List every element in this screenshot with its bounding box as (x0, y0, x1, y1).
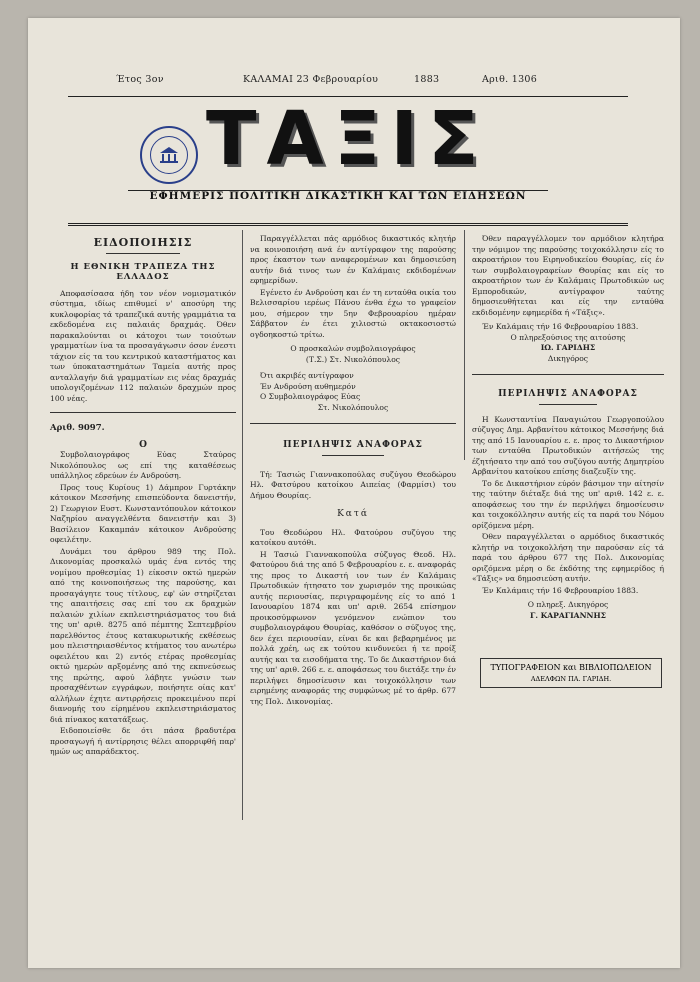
copy-line-2: Έν Ανδρούση αυθημερόν (260, 381, 356, 391)
notary-signature-name: (Τ.Σ.) Στ. Νικολόπουλος (305, 354, 401, 364)
printer-line-1: ΤΥΠΟΓΡΑΦΕΙΟΝ και ΒΙΒΛΙΟΠΩΛΕΙΟΝ (490, 663, 652, 672)
notice-o: Ο (139, 439, 147, 450)
addressees: Προς τους Κυρίους 1) Δάμπρον Γυρτάκην κάτοικον Μεσσήνης επισπεύδοντα δανειστήν, 2) Γεωργιον Ευστ. Κωνσταντόπουλον κάτοικον Ναζηρίου αναγγελθέντα δανειστήν και 3) Βασίλειον Κακαμπάν κάτοικον Ανδρούσης οφειλέτην. (50, 482, 236, 544)
attorney-title: Ο πληρεξούσιος της αιτούσης (510, 332, 626, 342)
notary-intro: Συμβολαιογράφος Εύας Σταύρος Νικολόπουλος ως επί της καταθέσεως υπάλληλος εδρεύων έν Ανδρούση. (50, 450, 236, 480)
notice-heading: ΕΙΔΟΠΟΙΗΣΙΣ (93, 236, 193, 249)
copy-line-4: Στ. Νικολόπουλος (317, 402, 389, 412)
building-icon (158, 145, 180, 165)
bank-notice-text: Αποφασίσασα ήδη τον νέον νομισματικόν σύστημα, ιδίως επιθυμεί ν' αποσύρη της κυκλοφορίας τά τραπεζικά αυτής γραμμάτια τα εκδεδομένα εις παλαιάς δραχμάς. Όθεν παρακαλούνται οι κάτοχοι των τοιούτων γραμματίων ίνα τα προσαγάγωσιν όσον ένεστι τάχιον είς τα του κεντρικού καταστήματος και των ύποκαταστημάτων Ταμεία αυτής προς ανταλλαγήν διά γραμματίων εις νέας δραχμάς υπολογιζομένων 112 παλαιών δραχμών προς 100 νέας. (50, 288, 236, 403)
masthead-rule (68, 223, 628, 226)
court-decision: Το δε Δικαστήριον εύρόν βάσιμον την αίτησίν της ταύτην διέταξε διά της υπ' αριθ. 142 ε. ε. αποφάσεως του την έν περιλήψει δημοσίευσιν και τοιχοκόλλησιν αυτής είς τα παρά του Νόμου ορίζόμενα μέρη. (472, 478, 664, 530)
attorney-role: Δικηγόρος (547, 353, 589, 363)
date-line-2: Έν Καλάμαις τήν 16 Φεβρουαρίου 1883. (482, 585, 639, 595)
masthead-subtitle: ΕΦΗΜΕΡΙΣ ΠΟΛΙΤΙΚΗ ΔΙΚΑΣΤΙΚΗ ΚΑΙ ΤΩΝ ΕΙΔΗΣΕΩΝ (149, 190, 527, 202)
summons-text: Δυνάμει του άρθρου 989 της Πολ. Δικονομίας προσκαλώ υμάς ένα εντός της νομίμου προθεσμίας 1) είκοσιν οκτώ ημερών από της κοινοποιήσεως της παρούσης, και προσαγάγητε τους τίτλους, εφ' ών στηρίζεται της απαιτήσεις σας επί του εκ δραχμών παλαιών χιλίων εκπλειστηριάσματος του διά της υπ' αριθ. 8275 από πέμπτης Σεπτεμβρίου παρελθόντος έτους κατακυρωτικής εκθέσεως μου πλειστηριασθέντος κτήματος του ανωτέρω οφειλέτου και 2) εντός ετέρας προθεσμίας οκτώ ημερών αρξομένης από της εκπνεύσεως της πρώτης, αφού λάβητε γνώσιν των προσαχθέντων εγγράφων, ποιήσητε οίας κατ' αλλήλων έχητε αντιρρήσεις προκειμένου περί διανομής του είρημένου εκπλειστηριάσματος διά πίνακος κατατάξεως. (50, 546, 236, 724)
posting-order-2: Όθεν παραγγέλλεται ο αρμόδιος δικαστικός κλητήρ να τοιχοκολλήση την παρούσαν είς τά παρά του άρθρου 677 της Πολ. Δικονομίας οριζόμενα μέρη ο δε έκδότης της εφημερίδος ή «Τάξις» να δημοσιεύση αυτήν. (472, 532, 664, 583)
lawyer-name: Γ. ΚΑΡΑΓΙΑΝΝΗΣ (529, 610, 607, 620)
petition-heading-2: ΠΕΡΙΛΗΨΙΣ ΑΝΑΦΟΡΑΣ (498, 389, 638, 399)
notary-signature-title: Ο προσκαλών συμβολαιογράφος (290, 344, 416, 353)
column-divider-1 (242, 230, 243, 820)
date-line-1: Έν Καλάμαις τήν 16 Φεβρουαρίου 1883. (482, 322, 639, 331)
issue-number: Αριθ. 1306 (482, 74, 538, 85)
copy-line-3: Ο Συμβολαιογράφος Εύας (260, 392, 361, 401)
posting-order: Όθεν παραγγέλλομεν τον αρμόδιον κλητήρα την νόμιμον της παρούσης τοιχοκόλλησιν είς το ακροατήριον του Ειρηνοδικείου Θουρίας, είς έν των συμβολαιογραφείων Θουρίας και είς το ακροατήριον των έν Καλάμαις Πρωτοδικών ως Εμποροδικών, αντίγραφον ταύτης δημοσιευθήτεται και είς την ενταύθα εκδιδομένην εφημερίδα ή «Τάξις». (472, 234, 664, 317)
notice-number: Αριθ. 9097. (50, 423, 105, 433)
column-3 (472, 234, 664, 621)
lawyer-title: Ο πληρεξ. Δικηγόρος (527, 600, 609, 609)
place-date: ΚΑΛΑΜΑΙ 23 Φεβρουαρίου (243, 74, 379, 85)
column-divider-2 (464, 230, 465, 460)
warning-text: Ειδοποιείσθε δε ότι πάσα βραδυτέρα προσαγωγή ή αντίρρησις θέλει απορριφθή παρ' ημών ως απαράδεκτος. (50, 726, 236, 756)
copy-line-1: Ότι ακριβές αντίγραφον (260, 371, 354, 380)
against-label: Κατά (337, 509, 369, 519)
done-at-text: Εγένετο έν Ανδρούση και έν τη ενταύθα οικία του Βελισσαρίου ιερέως Πάνου ένθα έχω το γραφείον μου, σήμερον την 5ην Φεβρουαρίου ημέραν Σάββατον έν έτει χιλιοστώ οκτακοσιοστώ ογδοηκοστώ τρίτω. (250, 287, 456, 339)
library-stamp (140, 126, 198, 184)
column-2 (250, 234, 456, 708)
masthead-title: ΤΑΞΙΣ (206, 96, 489, 182)
order-text: Παραγγέλλεται πάς αρμόδιος δικαστικός κλητήρ να κοινοποιήση ανά έν αντίγραφον της παρούσης προς έκαστον των αναφερομένων και δημοσιεύση αυτήν διά τινος των έν Καλάμαις εκδιδομένων εφημερίδων. (250, 234, 456, 285)
column-1 (50, 238, 236, 759)
year-number: 1883 (414, 74, 440, 85)
year-label: Έτος 3ον (116, 74, 164, 85)
newspaper-page (28, 18, 680, 968)
respondent: Του Θεοδώρου Ηλ. Φατούρου συζύγου της κατοίκου αυτόθι. (250, 527, 456, 547)
petition-heading-1: ΠΕΡΙΛΗΨΙΣ ΑΝΑΦΟΡΑΣ (283, 440, 423, 450)
bank-heading: Η ΕΘΝΙΚΗ ΤΡΑΠΕΖΑ ΤΗΣ ΕΛΛΑΔΟΣ (70, 261, 216, 282)
divorce-petition: Η Κωνσταντίνα Παναγιώτου Γεωργοπούλου σύζυγος Δημ. Αρβανίτου κάτοικος Μεσσήνης διά της από 15 Ιανουαρίου ε. ε. προς το Δικαστήριον των ενταύθα Πρωτοδικών αιτήσεώς της έζητήσατο την από του συζύγου αυτής Δημητρίου Αρβανίτου κατοίκου επίσης διαζευξίν της. (472, 414, 664, 476)
attorney-name: ΙΩ. ΓΑΡΙΔΗΣ (540, 343, 596, 352)
petition-party: Τή: Τασιώς Γιαννακοπούλας συζύγου Θεοδώρου Ηλ. Φατσύρου κατοίκου Αιπείας (Φαρμίσι) του Δήμου Θουρίας. (250, 469, 456, 500)
petition-body-1: Η Τασιώ Γιαννακοπούλα σύζυγος Θεοδ. Ηλ. Φατούρου διά της από 5 Φεβρουαρίου ε. ε. αναφοράς της προς το Δικαστή ιον των έν Καλάμαις Πρωτοδικών ήτησατο τον χωρισμόν της προικώας αυτής περιουσίας, περιγραφομένης είς το από 1 Ιανουαρίου 1874 και υπ' αριθ. 2654 επίσημον προικοσύμφωνον γενόμενον ενώπιον του συμβολαιογράφου Θουρίας, καθόσον ο σύζυγος της, δεν έχει περιουσίαν, είναι δε και βεβαρημένος με πολλά χρέη, ως εκ τούτου κινδυνεύει ή τε προίξ αυτής και τα εισοδήματα της. Το δε Δικαστήριον διά της υπ' αριθ. 266 ε. ε. αποφάσεως του διετάξε την έν περιλήψει δημοσίευσιν και τοιχοκόλλησιν των ειρημένης αναφοράς της συμφώνως μέ το άρθρ. 677 της Πολ. Δικονομίας. (250, 549, 456, 706)
printer-box (480, 658, 662, 688)
printer-line-2: ΑΔΕΛΦΩΝ ΠΑ. ΓΑΡΙΔΗ. (530, 675, 612, 683)
